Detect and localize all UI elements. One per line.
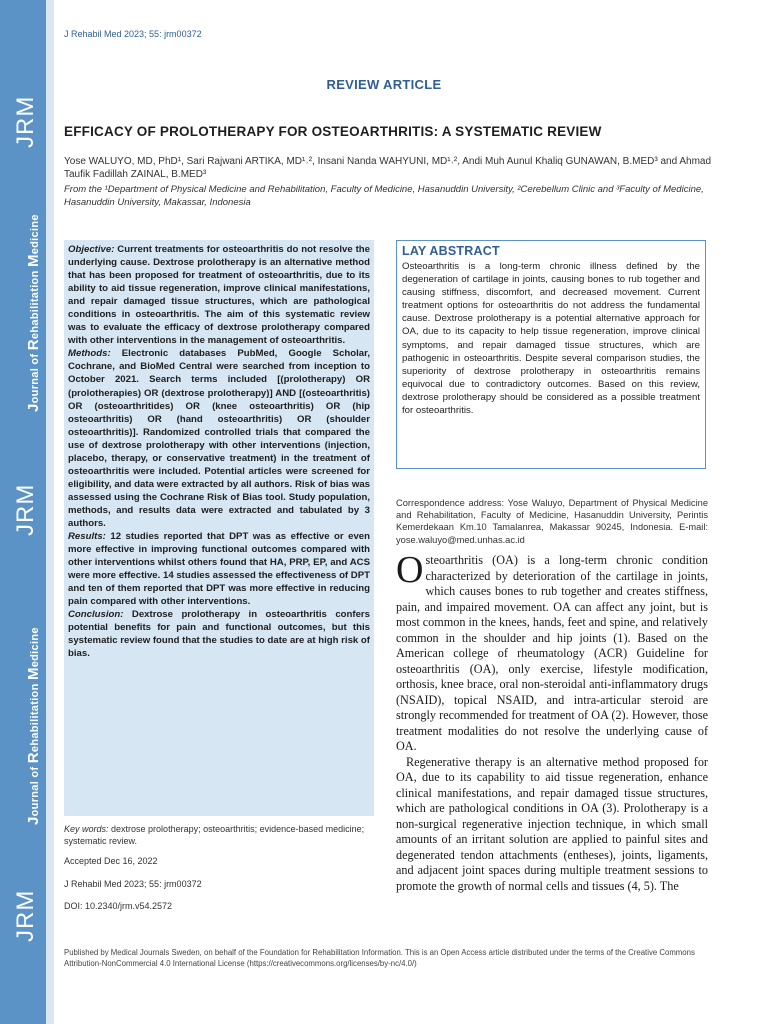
accepted-date: Accepted Dec 16, 2022 xyxy=(64,856,158,866)
sidebar-jrm-label: JRM xyxy=(12,483,39,536)
affiliations: From the ¹Department of Physical Medicine and Rehabilitation, Faculty of Medicine, Hasanuddin University, ²Cerebellum Clinic and ³Faculty of Medicine, Hasanuddin University, Makassar, Indonesia xyxy=(64,184,704,208)
correspondence-address: Correspondence address: Yose Waluyo, Department of Physical Medicine and Rehabilitation, Faculty of Medicine, Hasanuddin University, Perintis Kemerdekaan Km.10 Tamalanrea, Makassar 90245, Indonesia. E-mail: yose.waluyo@med.unhas.ac.id xyxy=(396,498,708,545)
lay-abstract-box xyxy=(396,240,706,469)
sidebar-jrm-label: JRM xyxy=(12,95,39,148)
drop-cap: O xyxy=(396,549,424,591)
article-type: REVIEW ARTICLE xyxy=(326,77,442,92)
abstract-box xyxy=(64,240,374,816)
lay-abstract-text: Osteoarthritis is a long-term chronic illness defined by the degeneration of cartilage in joints, causing bones to rub together and causing stiffness, discomfort, and decreased movement. Current treatment options for osteoarthritis do not address the fundamental cause. Dextrose prolotherapy is a potential alternative approach for OA, due to its capacity to help tissue regeneration, improve clinical symptoms, and repair damaged tissue structures, which are pathogenic in osteoarthritis. Despite several comparison studies, the superiority of dextrose prolotherapy in osteoarthritis remains equivocal due to contradictory outcomes. Based on this review, dextrose prolotherapy should be considered as a possible treatment for osteoarthritis. xyxy=(402,261,700,417)
sidebar-journal-name: Journal of Rehabilitation Medicine xyxy=(25,214,42,412)
doi-link[interactable]: DOI: 10.2340/jrm.v54.2572 xyxy=(64,901,173,911)
sidebar-stripe xyxy=(46,0,54,1024)
body-paragraph: Osteoarthritis (OA) is a long-term chronic condition characterized by deterioration of the cartilage in joints, which causes bones to rub together and creates stiffness, pain, and impaired movement. OA can affect any joint, but is most common in the knees, hands, feet and spine, and relatively common in the shoulder and hip joints (1). Based on the American college of rheumatology (ACR) Guideline for osteoarthritis (OA), only exercise, lifestyle modification, orthosis, knee brace, oral non-steroidal anti-inflammatory drugs (NSAID), topical NSAID, and intra-articular steroid are strongly recommended for treatment of OA (2). However, those treatment modalities do not resolve the underlying cause of OA. xyxy=(396,549,708,753)
keywords: Key words: dextrose prolotherapy; osteoarthritis; evidence-based medicine; systematic review. xyxy=(64,824,365,846)
author-list: Yose WALUYO, MD, PhD¹, Sari Rajwani ARTIKA, MD¹˒², Insani Nanda WAHYUNI, MD¹˒², Andi Muh Aunul Khaliq GUNAWAN, B.MED³ and Ahmad Taufik Fadillah ZAINAL, B.MED³ xyxy=(64,156,712,180)
citation-bottom: J Rehabil Med 2023; 55: jrm00372 xyxy=(64,879,202,889)
abstract-objective: Objective: Current treatments for osteoarthritis do not resolve the underlying cause. Dextrose prolotherapy is an alternative method that has been proposed for treatment of osteoarthritis, due to its ability to aid tissue regeneration, improve clinical manifestations, and repair damaged tissue structures, which are pathological conditions in osteoarthritis. The aim of this systematic review was to evaluate the efficacy of dextrose prolotherapy compared with other interventions in the management of osteoarthritis. xyxy=(68,244,370,347)
license-footer: Published by Medical Journals Sweden, on behalf of the Foundation for Rehabilitation Information. This is an Open Access article distributed under the terms of the Creative Commons Attribution-NonCommercial 4.0 International License (https://creativecommons.org/licenses/by-nc/4.0/) xyxy=(64,948,695,968)
body-text xyxy=(396,549,708,894)
abstract-methods: Methods: Electronic databases PubMed, Google Scholar, Cochrane, and BioMed Central were searched from inception to October 2021. Search terms included [(prolotherapy) OR (prolotherapies) OR (dextrose prolotherapy)] AND [(osteoarthritis) OR (osteoarthritides) OR (knee osteoarthritis) OR (hip osteoarthritis) OR (hand osteoarthritis) OR (shoulder osteoarthritis)]. Randomized controlled trials that compared the use of dextrose prolotherapy with other interventions (injection, placebo, therapy, or conservative treatment) in the treatment of osteoarthritis were included. Potential articles were screened for eligibility, and data were extracted by all authors. Risk of bias was assessed using the Cochrane Risk of Bias tool. Study population, methods, and results data were extracted and tabulated by 3 authors. xyxy=(68,348,370,529)
abstract-results: Results: 12 studies reported that DPT was as effective or even more effective in improving functional outcomes compared with other interventions whilst others found that HA, PRP, EP, and ACS were more effective. 14 studies assessed the effectiveness of DPT and ten of them reported that DPT was more effective in reducing pain compared with other interventions. xyxy=(68,531,370,608)
sidebar-jrm-label: JRM xyxy=(12,889,39,942)
abstract-conclusion: Conclusion: Dextrose prolotherapy in osteoarthritis confers potential benefits for pain and functional outcomes, but this systematic review found that the studies to date are at high risk of bias. xyxy=(68,609,370,660)
lay-abstract-title: LAY ABSTRACT xyxy=(402,244,500,258)
body-paragraph: Regenerative therapy is an alternative method proposed for OA, due to its capability to aid tissue regeneration, enhance clinical manifestations, and repair damaged tissue structures, which are pathological conditions in OA (3). Prolotherapy is a non-surgical regenerative injection technique, in which small amounts of an irritant solution are applied to painful sites and degenerated tendon attachments (entheses), joints, ligaments, and adjacent joint spaces during multiple treatment sessions to promote the growth of normal cells and tissues (4, 5). The xyxy=(396,754,708,893)
article-title: EFFICACY OF PROLOTHERAPY FOR OSTEOARTHRITIS: A SYSTEMATIC REVIEW xyxy=(64,124,602,139)
sidebar-journal-name: Journal of Rehabilitation Medicine xyxy=(25,627,42,825)
header-citation: J Rehabil Med 2023; 55: jrm00372 xyxy=(64,29,202,39)
